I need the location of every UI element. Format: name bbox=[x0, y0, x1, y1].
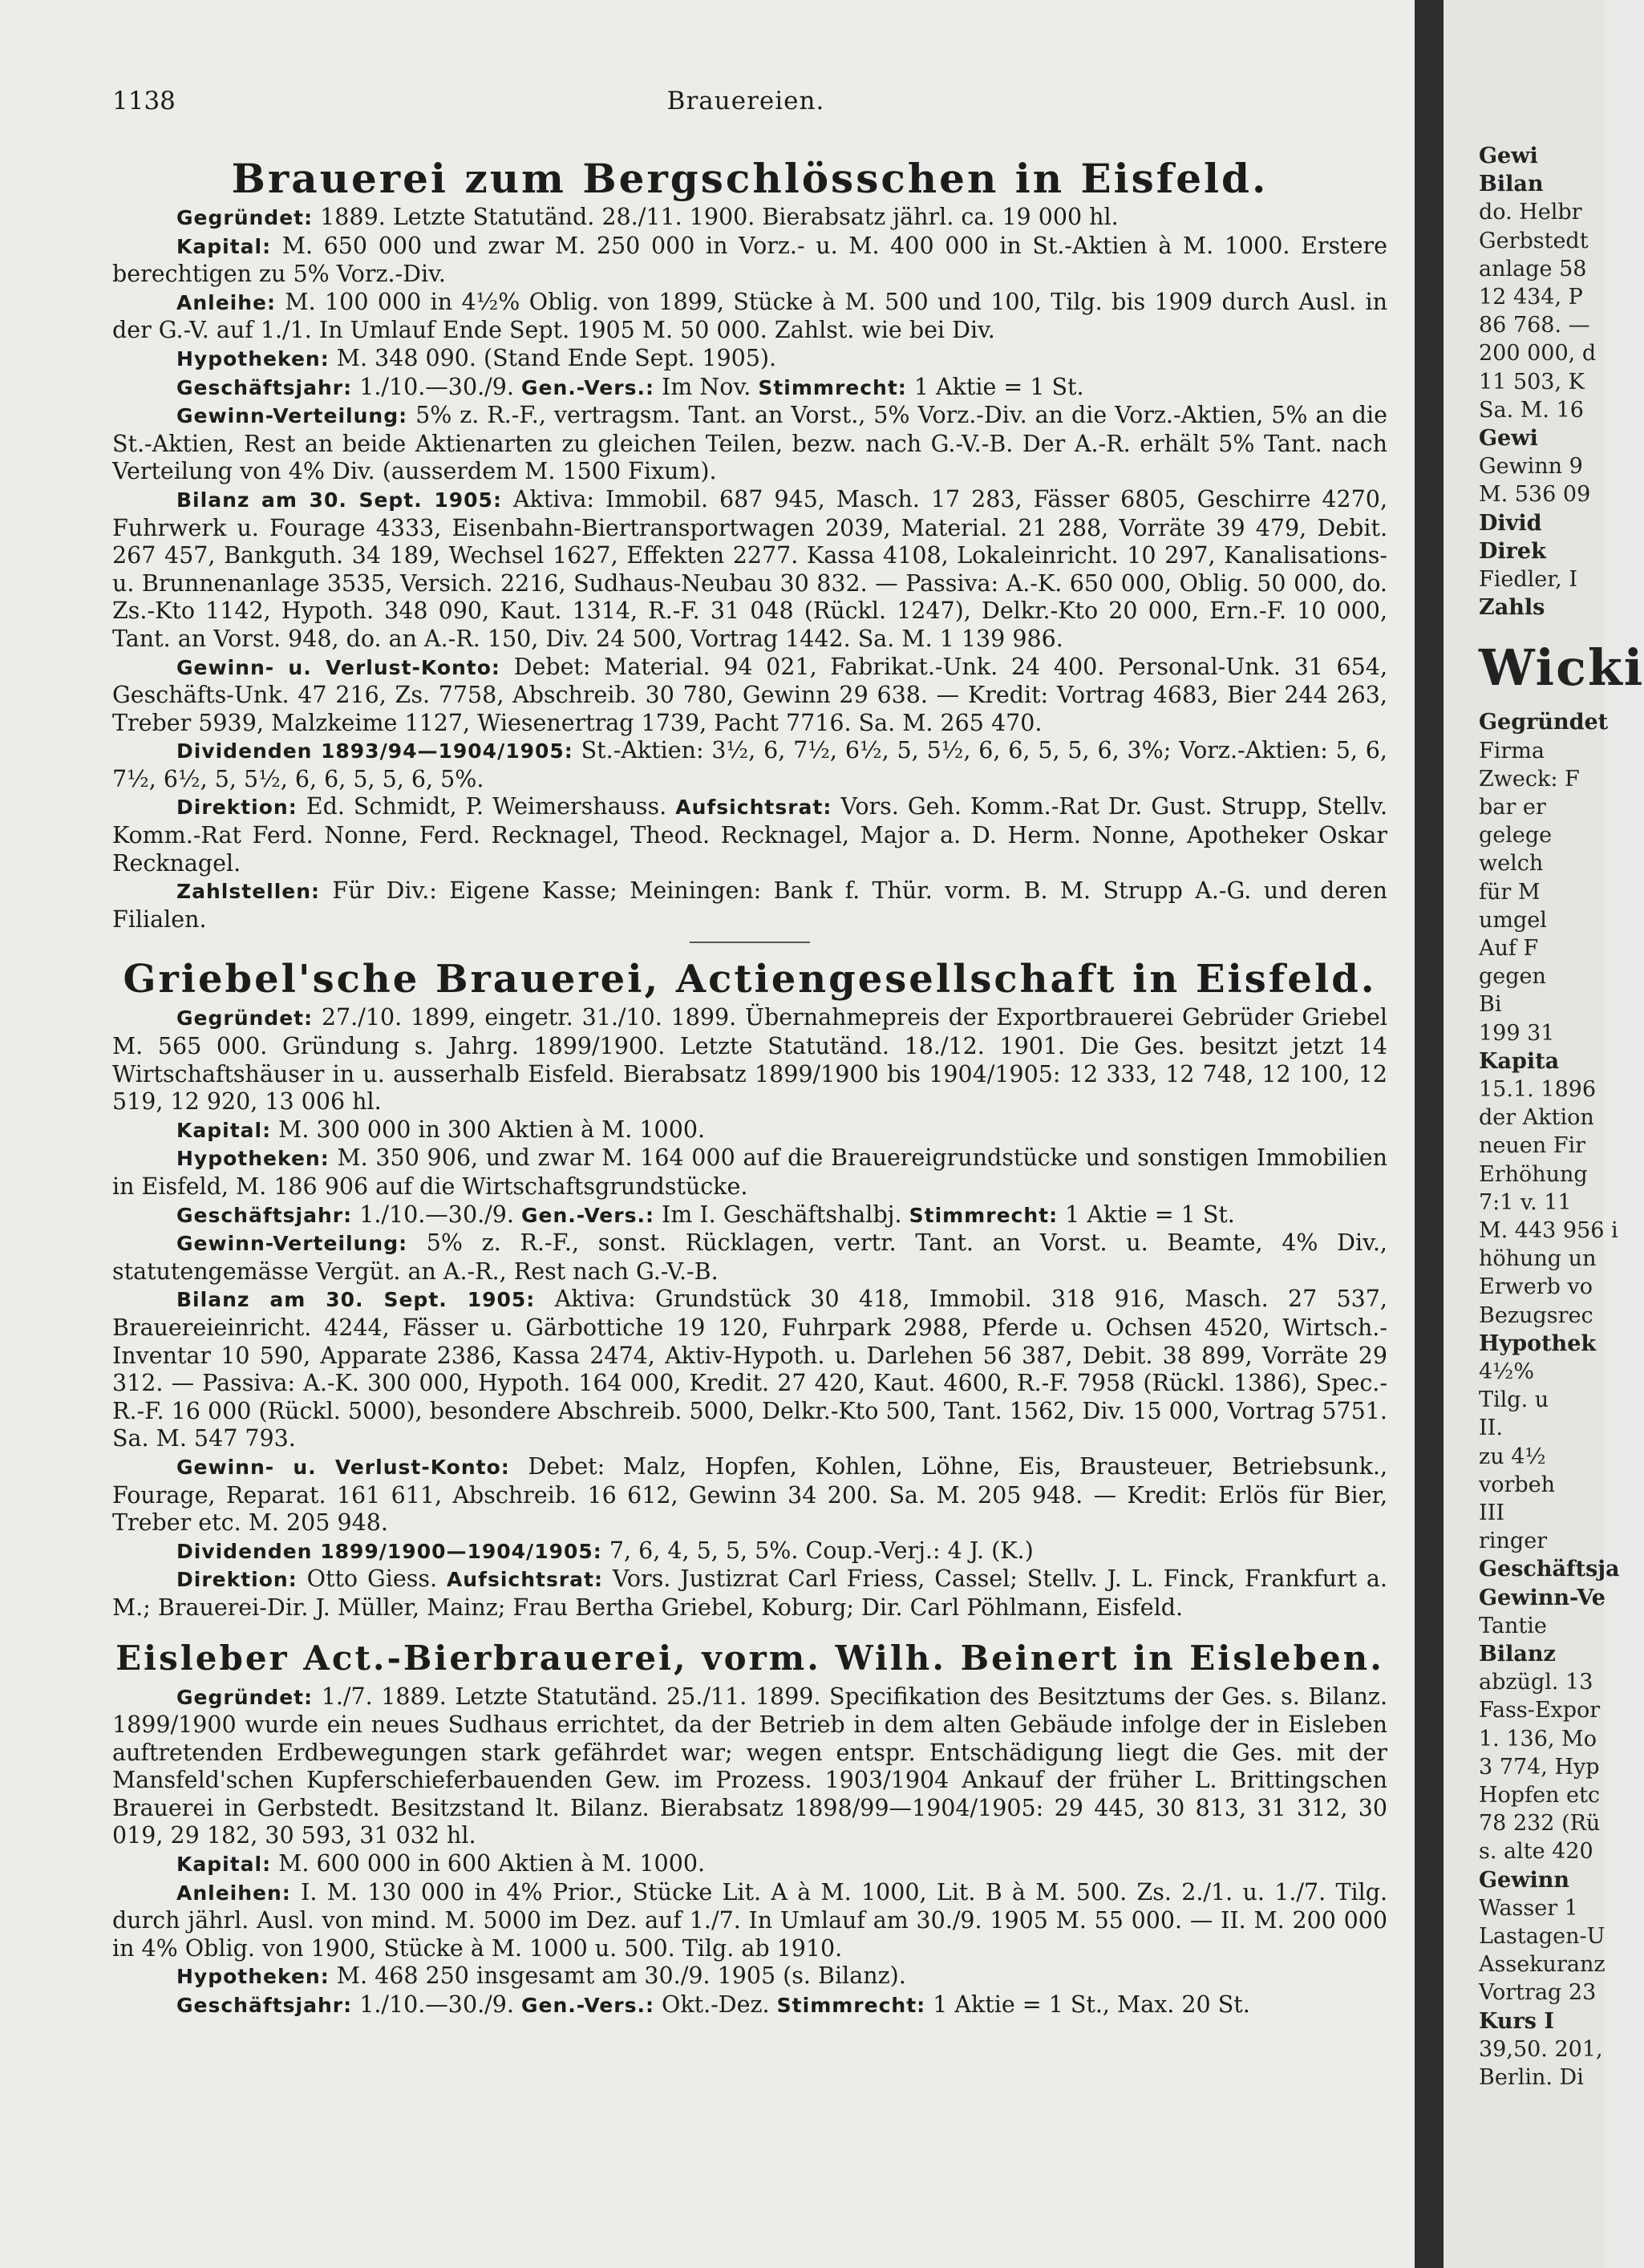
facing-page-line: Gewinn bbox=[1479, 1867, 1569, 1893]
facing-page-line: Kurs I bbox=[1479, 2008, 1554, 2034]
entry-fiscal-year: Geschäftsjahr: 1./10.—30./9. Gen.-Vers.: Im Nov. Stimmrecht: 1 Aktie = 1 St. bbox=[176, 373, 1084, 400]
facing-page-line: 78 232 (Rü bbox=[1479, 1811, 1601, 1837]
entry-mortgage: Hypotheken: M. 468 250 insgesamt am 30./9. 1905 (s. Bilanz). bbox=[176, 1962, 906, 1990]
facing-page-line: abzügl. 13 bbox=[1479, 1670, 1593, 1695]
entry-paying-agents: Zahlstellen: Für Div.: Eigene Kasse; Meiningen: Bank f. Thür. vorm. B. M. Strupp A.-G. und deren Filialen. bbox=[112, 877, 1388, 933]
facing-page-line: Gewi bbox=[1479, 426, 1538, 451]
book-gutter bbox=[1415, 0, 1444, 2268]
facing-page-line: Hopfen etc bbox=[1479, 1783, 1600, 1808]
entry-profit-distribution: Gewinn-Verteilung: 5% z. R.-F., vertragsm. Tant. an Vorst., 5% Vorz.-Div. an die Vorz.-Aktien, 5% an die St.-Aktien, Rest an beide Aktienarten zu gleichen Teilen, bezw. nach G.-V.-B. Der A.-R. erhält 5% Tant. nach Verteilung von 4% Div. (ausserdem M. 1500 Fixum). bbox=[112, 402, 1387, 485]
facing-page-line: Fass-Expor bbox=[1479, 1698, 1601, 1723]
facing-page-line: Berlin. Di bbox=[1479, 2065, 1584, 2090]
facing-page-line: Zweck: F bbox=[1479, 766, 1580, 792]
facing-page-line: anlage 58 bbox=[1479, 256, 1587, 281]
facing-page-line: Wasser 1 bbox=[1479, 1895, 1578, 1921]
section-divider bbox=[690, 942, 810, 943]
facing-page-line: Direk bbox=[1479, 538, 1546, 564]
facing-page-line: Fiedler, I bbox=[1479, 567, 1578, 592]
entry-dividends: Dividenden 1899/1900—1904/1905: 7, 6, 4, 5, 5, 5%. Coup.-Verj.: 4 J. (K.) bbox=[176, 1537, 1034, 1564]
entry-capital: Kapital: M. 300 000 in 300 Aktien à M. 1000. bbox=[176, 1116, 706, 1143]
facing-page-line: Gewinn 9 bbox=[1479, 454, 1583, 480]
facing-page-line: Bilanz bbox=[1479, 1642, 1556, 1667]
entry-founded: Gegründet: 1889. Letzte Statutänd. 28./11. 1900. Bierabsatz jährl. ca. 19 000 hl. bbox=[176, 204, 1119, 230]
facing-page-line: 12 434, P bbox=[1479, 285, 1583, 310]
main-column bbox=[112, 154, 1387, 2020]
facing-page-fragment bbox=[1444, 0, 1644, 2268]
facing-page-line: Divid bbox=[1479, 510, 1542, 536]
facing-page-line: III bbox=[1479, 1501, 1504, 1525]
facing-page-line: Erwerb vo bbox=[1479, 1274, 1593, 1300]
facing-page-line: zu 4½ bbox=[1479, 1444, 1546, 1469]
facing-page-line: 199 31 bbox=[1479, 1020, 1555, 1046]
entry-fiscal-year: Geschäftsjahr: 1./10.—30./9. Gen.-Vers.: Im I. Geschäftshalbj. Stimmrecht: 1 Aktie = 1 St. bbox=[176, 1201, 1235, 1228]
facing-page-line: Wicki bbox=[1479, 638, 1644, 698]
facing-page-line: höhung un bbox=[1479, 1246, 1597, 1272]
entry-profit-loss: Gewinn- u. Verlust-Konto: Debet: Malz, Hopfen, Kohlen, Löhne, Eis, Brausteuer, Betriebsunk., Fourage, Reparat. 161 611, Abschreib. 16 612, Gewinn 34 200. Sa. M. 205 948. — Kredit: Erlös für Bier, Treber etc. M. 205 948. bbox=[112, 1452, 1388, 1537]
facing-page-line: der Aktion bbox=[1479, 1105, 1594, 1131]
facing-page-line: Gewi bbox=[1479, 144, 1538, 168]
facing-page-line: Tilg. u bbox=[1479, 1387, 1549, 1413]
facing-page-line: Vortrag 23 bbox=[1479, 1980, 1597, 2006]
entry-founded: Gegründet: 1./7. 1889. Letzte Statutänd. 25./11. 1899. Specifikation des Besitztums der Ges. s. Bilanz. 1899/1900 wurde ein neues Sudhaus errichtet, da der Betrieb in dem alten Gebäude infolge der in Eisleben auftretenden Erdbewegungen stark gefährdet war; wegen entspr. Entschädigung liegt die Ges. mit der Mansfeld'schen Kupferschieferbauenden Gew. im Prozess. 1903/1904 Ankauf der früher L. Brittingschen Brauerei in Gerbstedt. Besitzstand lt. Bilanz. Bierabsatz 1898/99—1904/1905: 29 445, 30 813, 31 312, 30 019, 29 182, 30 593, 31 032 hl. bbox=[112, 1683, 1387, 1849]
entry-capital: Kapital: M. 600 000 in 600 Aktien à M. 1000. bbox=[176, 1850, 706, 1877]
entry-bonds: Anleihen: I. M. 130 000 in 4% Prior., Stücke Lit. A à M. 1000, Lit. B à M. 500. Zs. 2./1. u. 1./7. Tilg. durch jährl. Ausl. von mind. M. 5000 im Dez. auf 1./7. In Umlauf am 30./9. 1905 M. 55 000. — II. M. 200 000 in 4% Oblig. von 1900, Stücke à M. 1000 u. 500. Tilg. ab 1910. bbox=[112, 1878, 1387, 1962]
facing-page-line: M. 443 956 i bbox=[1479, 1218, 1618, 1243]
facing-page-line: Gegründet bbox=[1479, 710, 1609, 735]
facing-page-line: Zahls bbox=[1479, 595, 1545, 621]
facing-page-line: Hypothek bbox=[1479, 1330, 1597, 1356]
facing-page-line: Auf F bbox=[1479, 936, 1539, 961]
facing-page-line: gegen bbox=[1479, 964, 1546, 990]
entry-management: Direktion: Otto Giess. Aufsichtsrat: Vors. Justizrat Carl Friess, Cassel; Stellv. J. L. Finck, Frankfurt a. M.; Brauerei-Dir. J. Müller, Mainz; Frau Bertha Griebel, Koburg; Dir. Carl Pöhlmann, Eisfeld. bbox=[112, 1565, 1387, 1621]
facing-page-line: 15.1. 1896 bbox=[1479, 1077, 1596, 1102]
facing-page-line: Assekuranz bbox=[1479, 1952, 1606, 1978]
facing-page-line: Bilan bbox=[1479, 172, 1544, 197]
facing-page-line: 11 503, K bbox=[1479, 369, 1585, 395]
facing-page-line: 39,50. 201, bbox=[1479, 2036, 1603, 2062]
running-head: Brauereien. bbox=[666, 87, 825, 115]
entry-founded: Gegründet: 27./10. 1899, eingetr. 31./10. 1899. Übernahmepreis der Exportbrauerei Gebrüder Griebel M. 565 000. Gründung s. Jahrg. 1899/1900. Letzte Statutänd. 18./12. 1901. Die Ges. besitzt jetzt 14 Wirtschaftshäuser in u. ausserhalb Eisfeld. Bierabsatz 1899/1900 bis 1904/1905: 12 333, 12 748, 12 100, 12 519, 12 920, 13 006 hl. bbox=[112, 1004, 1387, 1116]
article-title: Eisleber Act.-Bierbrauerei, vorm. Wilh. Beinert in Eisleben. bbox=[115, 1638, 1384, 1678]
facing-page-line: neuen Fir bbox=[1479, 1133, 1585, 1159]
facing-page-line: 4½% bbox=[1479, 1359, 1535, 1384]
entry-management: Direktion: Ed. Schmidt, P. Weimershauss. Aufsichtsrat: Vors. Geh. Komm.-Rat Dr. Gust. Strupp, Stellv. Komm.-Rat Ferd. Nonne, Ferd. Recknagel, Theod. Recknagel, Major a. D. Herm. Nonne, Apotheker Oskar Recknagel. bbox=[112, 793, 1388, 877]
facing-page-line: 7:1 v. 11 bbox=[1479, 1189, 1572, 1215]
facing-page-line: Gewinn-Ve bbox=[1479, 1585, 1606, 1610]
facing-page-line: gelege bbox=[1479, 823, 1553, 848]
facing-page-line: Bezugsrec bbox=[1479, 1302, 1593, 1328]
page-number: 1138 bbox=[112, 87, 176, 115]
facing-page-line: M. 536 09 bbox=[1479, 482, 1591, 508]
entry-fiscal-year: Geschäftsjahr: 1./10.—30./9. Gen.-Vers.: Okt.-Dez. Stimmrecht: 1 Aktie = 1 St., Max. 20 St. bbox=[176, 1991, 1250, 2019]
entry-mortgage: Hypotheken: M. 348 090. (Stand Ende Sept. 1905). bbox=[176, 344, 777, 371]
facing-page-line: 1. 136, Mo bbox=[1479, 1726, 1597, 1752]
entry-balance: Bilanz am 30. Sept. 1905: Aktiva: Grundstück 30 418, Immobil. 318 916, Masch. 27 537, Brauereieinricht. 4244, Fässer u. Gärbottiche 19 120, Fuhrpark 2988, Pferde u. Ochsen 4520, Wirtsch.-Inventar 10 590, Apparate 2386, Kassa 2474, Aktiv-Hypoth. u. Darlehen 56 387, Debit. 38 899, Vorräte 29 312. — Passiva: A.-K. 300 000, Hypoth. 164 000, Kredit. 27 420, Kaut. 4600, R.-F. 7958 (Rückl. 1386), Spec.-R.-F. 16 000 (Rückl. 5000), besondere Abschreib. 5000, Delkr.-Kto 500, Tant. 1562, Div. 15 000, Vortrag 5751. Sa. M. 547 793. bbox=[112, 1286, 1387, 1452]
page-header bbox=[112, 87, 1379, 119]
facing-page-line: Sa. M. 16 bbox=[1479, 397, 1584, 423]
facing-page-line: 3 774, Hyp bbox=[1479, 1754, 1600, 1780]
entry-balance: Bilanz am 30. Sept. 1905: Aktiva: Immobil. 687 945, Masch. 17 283, Fässer 6805, Geschirre 4270, Fuhrwerk u. Fourage 4333, Eisenbahn-Biertransportwagen 2039, Material. 21 288, Vorräte 39 479, Debit. 267 457, Bankguth. 34 189, Wechsel 1627, Effekten 2277. Kassa 4108, Lokaleinricht. 10 297, Kanalisations- u. Brunnenanlage 3535, Versich. 2216, Sudhaus-Neubau 30 832. — Passiva: A.-K. 650 000, Oblig. 50 000, do. Zs.-Kto 1142, Hypoth. 348 090, Kaut. 1314, R.-F. 31 048 (Rückl. 1247), Delkr.-Kto 20 000, Ern.-F. 10 000, Tant. an Vorst. 948, do. an A.-R. 150, Div. 24 500, Vortrag 1442. Sa. M. 1 139 986. bbox=[112, 485, 1387, 652]
facing-page-line: vorbeh bbox=[1479, 1472, 1556, 1497]
entry-profit-distribution: Gewinn-Verteilung: 5% z. R.-F., sonst. Rücklagen, vertr. Tant. an Vorst. u. Beamte, 4% Div., statutengemässe Vergüt. an A.-R., Rest nach G.-V.-B. bbox=[112, 1229, 1387, 1285]
entry-dividends: Dividenden 1893/94—1904/1905: St.-Aktien: 3½, 6, 7½, 6½, 5, 5½, 6, 6, 5, 5, 6, 3%; Vorz.-Aktien: 5, 6, 7½, 6½, 5, 5½, 6, 6, 5, 5, 6, 5%. bbox=[112, 737, 1387, 792]
article-title: Griebel'sche Brauerei, Actiengesellschaft in Eisfeld. bbox=[123, 957, 1377, 1002]
facing-page-line: Erhöhung bbox=[1479, 1161, 1588, 1187]
facing-page-line: Gerbstedt bbox=[1479, 228, 1589, 253]
facing-page-line: Kapita bbox=[1479, 1048, 1560, 1074]
facing-page-line: II. bbox=[1479, 1415, 1503, 1441]
facing-page-line: Lastagen-U bbox=[1479, 1924, 1606, 1949]
facing-page-line: bar er bbox=[1479, 795, 1546, 820]
facing-page-line: ringer bbox=[1479, 1529, 1548, 1554]
facing-page-line: do. Helbr bbox=[1479, 200, 1582, 225]
facing-page-line: umgel bbox=[1479, 907, 1547, 933]
entry-bond: Anleihe: M. 100 000 in 4½% Oblig. von 1899, Stücke à M. 500 und 100, Tilg. bis 1909 durch Ausl. in der G.-V. auf 1./1. In Umlauf Ende Sept. 1905 M. 50 000. Zahlst. wie bei Div. bbox=[112, 288, 1388, 344]
facing-page-line: Tantie bbox=[1479, 1613, 1547, 1638]
entry-mortgage: Hypotheken: M. 350 906, und zwar M. 164 000 auf die Brauereigrundstücke und sonstigen Immobilien in Eisfeld, M. 186 906 auf die Wirtschaftsgrundstücke. bbox=[112, 1144, 1388, 1200]
entry-capital: Kapital: M. 650 000 und zwar M. 250 000 in Vorz.- u. M. 400 000 in St.-Aktien à M. 1000. Erstere berechtigen zu 5% Vorz.-Div. bbox=[112, 232, 1387, 288]
facing-page-line: welch bbox=[1479, 851, 1544, 877]
facing-page-line: Firma bbox=[1479, 738, 1545, 763]
entry-profit-loss: Gewinn- u. Verlust-Konto: Debet: Material. 94 021, Fabrikat.-Unk. 24 400. Personal-Unk. 31 654, Geschäfts-Unk. 47 216, Zs. 7758, Abschreib. 30 780, Gewinn 29 638. — Kredit: Vortrag 4683, Bier 244 263, Treber 5939, Malzkeime 1127, Wiesenertrag 1739, Pacht 7716. Sa. M. 265 470. bbox=[112, 653, 1388, 736]
facing-page-line: 86 768. — bbox=[1479, 313, 1590, 338]
facing-page-line: für M bbox=[1479, 879, 1541, 905]
facing-page-line: s. alte 420 bbox=[1479, 1839, 1593, 1865]
facing-page-line: Geschäftsja bbox=[1479, 1557, 1620, 1582]
facing-page-line: 200 000, d bbox=[1479, 341, 1597, 367]
facing-page-line: Bi bbox=[1479, 992, 1502, 1018]
article-title: Brauerei zum Bergschlösschen in Eisfeld. bbox=[231, 155, 1269, 202]
